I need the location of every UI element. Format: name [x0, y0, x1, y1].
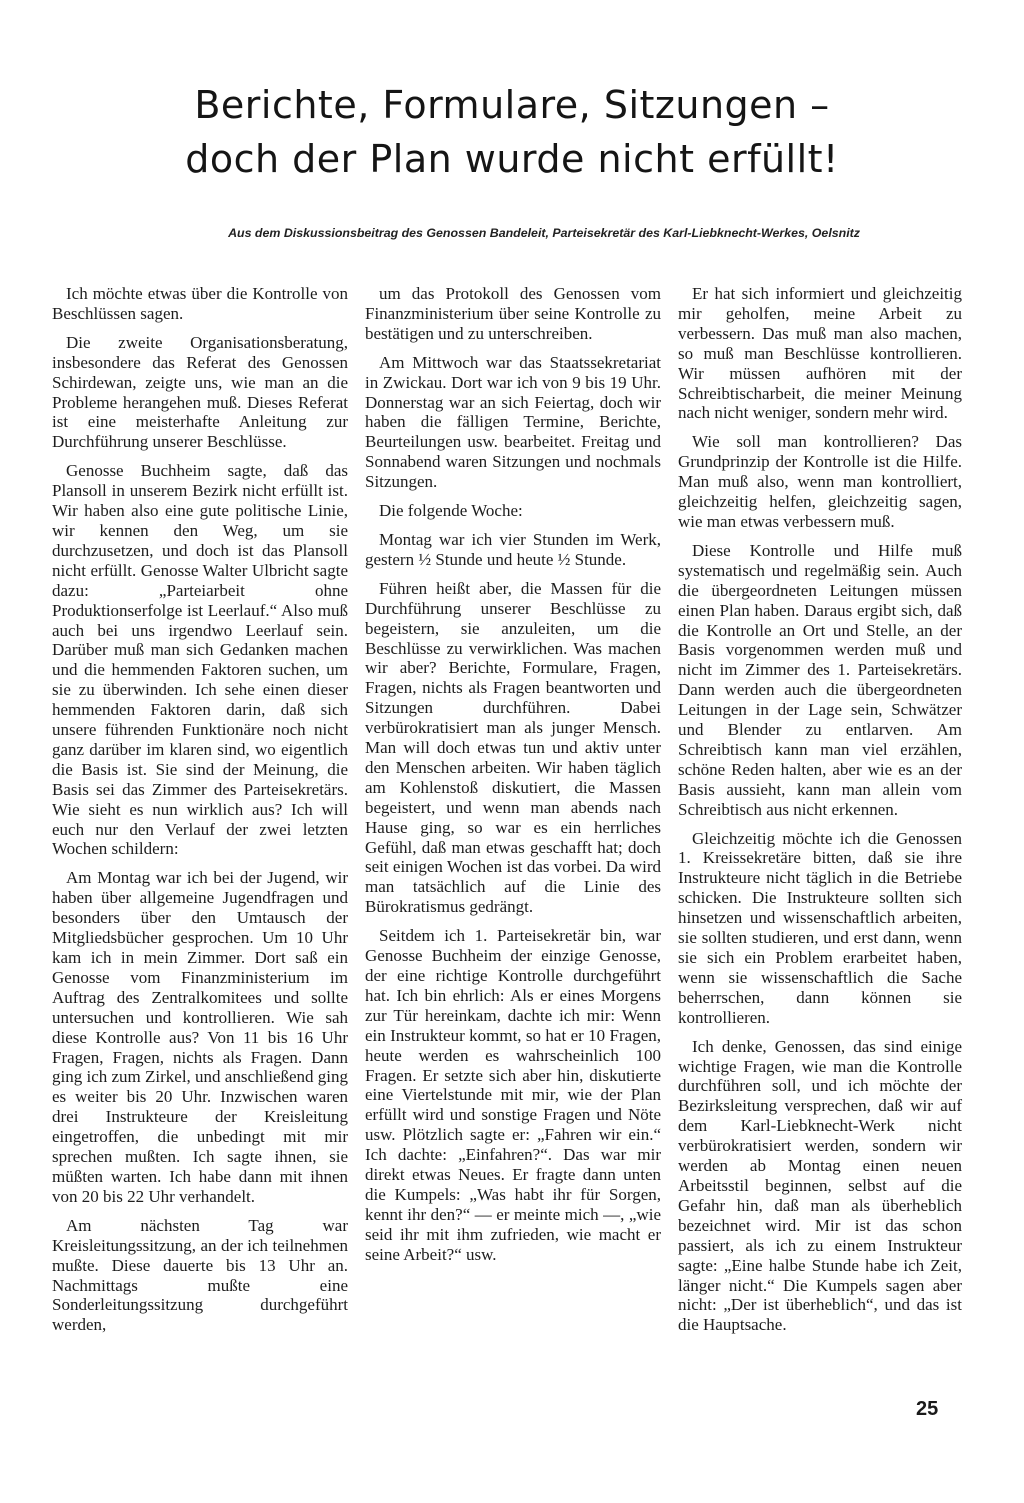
paragraph: Diese Kontrolle und Hilfe muß systematisch und regelmäßig sein. Auch die übergeordneten Leitungen müssen einen Plan haben. Daraus ergibt sich, daß die Kontrolle an Ort und Stelle, an der Basis vorgenommen werden muß und nicht im Zimmer des 1. Parteisekretärs. Dann werden auch die übergeordneten Leitungen in der Lage sein, Schwätzer und Blender zu entlarven. Am Schreibtisch kann man viel erzählen, schöne Reden halten, aber wie es an der Basis aussieht, kann man allein vom Schreibtisch aus nicht erkennen.	[678, 540, 962, 819]
paragraph: Die folgende Woche:	[379, 501, 523, 521]
paragraph: Seitdem ich 1. Parteisekretär bin, war Genosse Buchheim der einzige Genosse, der eine richtige Kontrolle durchgeführt hat. Ich bin ehrlich: Als er eines Morgens zur Tür hereinkam, dachte ich mir: Wenn ein Instrukteur kommt, so hat er 10 Fragen, heute werden es wahrscheinlich 100 Fragen. Er setzte sich aber hin, diskutierte eine Viertelstunde mit mir, wie der Plan erfüllt wird und sonstige Fragen und Nöte usw. Plötzlich sagte er: „Fahren wir ein.“ Ich dachte: „Einfahren?“. Das war mir direkt etwas Neues. Er fragte dann unten die Kumpels: „Was habt ihr für Sorgen, kennt ihr den?“ — er meinte mich —, „wie seid ihr mit ihm zufrieden, wie macht er seine Arbeit?“ usw.	[365, 926, 661, 1264]
paragraph: Ich denke, Genossen, das sind einige wichtige Fragen, wie man die Kontrolle durchführen soll, und ich möchte der Bezirksleitung versprechen, daß wir auf dem Karl-Liebknecht-Werk nicht verbürokratisiert werden, sondern wir werden ab Montag einen neuen Arbeitsstil beginnen, selbst auf die Gefahr hin, daß man als überheblich bezeichnet wird. Mir ist das schon passiert, als ich zu einem Instrukteur sagte: „Eine halbe Stunde habe ich Zeit, länger nicht.“ Die Kumpels sagen aber nicht: „Der ist überheblich“, und das ist die Hauptsache.	[678, 1036, 962, 1335]
article-headline	[60, 78, 964, 186]
text-column-1	[52, 284, 348, 1344]
paragraph: Genosse Buchheim sagte, daß das Plansoll in unserem Bezirk nicht erfüllt ist. Wir haben also eine gute politische Linie, wir kennen den Weg, um sie durchzusetzen, und doch ist das Plansoll nicht erfüllt. Genosse Walter Ulbricht sagte dazu: „Parteiarbeit ohne Produktionserfolge ist Leerlauf.“ Also muß auch bei uns irgendwo Leerlauf sein. Darüber muß man sich Gedanken machen und die hemmenden Faktoren suchen, um sie zu überwinden. Ich sehe einen dieser hemmenden Faktoren darin, daß sich unsere führenden Funktionäre noch nicht ganz darüber im klaren sind, wo eigentlich die Basis ist. Sie sind der Meinung, die Basis sei das Zimmer des Parteisekretärs. Wie sieht es nun wirklich aus? Ich will euch nur den Verlauf der zwei letzten Wochen schildern:	[52, 461, 348, 859]
article-subtitle: Aus dem Diskussionsbeitrag des Genossen Bandeleit, Parteisekretär des Karl-Liebknecht-Werkes, Oelsnitz	[228, 226, 860, 240]
text-column-2	[365, 284, 661, 1274]
headline-line-2: doch der Plan wurde nicht erfüllt!	[185, 137, 839, 181]
text-column-3	[678, 284, 962, 1344]
paragraph: Ich möchte etwas über die Kontrolle von Beschlüssen sagen.	[52, 284, 348, 323]
paragraph: Am Mittwoch war das Staatssekretariat in Zwickau. Dort war ich von 9 bis 19 Uhr. Donnerstag war an sich Feiertag, doch wir haben die fälligen Termine, Berichte, Beurteilungen usw. bearbeitet. Freitag und Sonnabend waren Sitzungen und nochmals Sitzungen.	[365, 352, 661, 492]
paragraph: Gleichzeitig möchte ich die Genossen 1. Kreissekretäre bitten, daß sie ihre Instrukteure nicht täglich in die Betriebe schicken. Die Instrukteure sollten sich hinsetzen und wissenschaftlich arbeiten, sie sollten studieren, und erst dann, wenn sie sich ein Problem erarbeitet haben, wenn sie wissenschaftlich die Sache beherrschen, dann können sie kontrollieren.	[678, 828, 962, 1027]
headline-line-1: Berichte, Formulare, Sitzungen –	[194, 83, 830, 127]
paragraph: Am nächsten Tag war Kreisleitungssitzung, an der ich teilnehmen mußte. Diese dauerte bis 13 Uhr an. Nachmittags mußte eine Sonderleitungssitzung durchgeführt werden,	[52, 1215, 348, 1335]
paragraph: Führen heißt aber, die Massen für die Durchführung unserer Beschlüsse zu begeistern, sie anzuleiten, um die Beschlüsse zu verwirklichen. Was machen wir aber? Berichte, Formulare, Fragen, Fragen, nichts als Fragen beantworten und Sitzungen durchführen. Dabei verbürokratisiert man als junger Mensch. Man will doch etwas tun und aktiv unter den Menschen arbeiten. Wir haben täglich am Kohlenstoß diskutiert, die Massen begeistert, und wenn man abends nach Hause ging, so war es ein herrliches Gefühl, daß man etwas geschafft hat; doch seit einigen Wochen ist das vorbei. Da wird man tatsächlich auf die Linie des Bürokratismus gedrängt.	[365, 578, 661, 917]
page-number: 25	[916, 1398, 939, 1420]
paragraph: Wie soll man kontrollieren? Das Grundprinzip der Kontrolle ist die Hilfe. Man muß also, wenn man kontrolliert, gleichzeitig helfen, gleichzeitig sagen, wie man etwas verbessern muß.	[678, 432, 962, 531]
paragraph: Am Montag war ich bei der Jugend, wir haben über allgemeine Jugendfragen und besonders über den Umtausch der Mitgliedsbücher gesprochen. Um 10 Uhr kam ich in mein Zimmer. Dort saß ein Genosse vom Finanzministerium im Auftrag des Zentralkomitees und sollte untersuchen und kontrollieren. Wie sah diese Kontrolle aus? Von 11 bis 16 Uhr Fragen, Fragen, nichts als Fragen. Dann ging ich zum Zirkel, und anschließend ging es weiter bis 20 Uhr. Inzwischen waren drei Instrukteure der Kreisleitung eingetroffen, die unbedingt mit mir sprechen mußten. Ich sagte ihnen, sie müßten warten. Ich habe dann mit ihnen von 20 bis 22 Uhr verhandelt.	[52, 868, 349, 1206]
paragraph: um das Protokoll des Genossen vom Finanzministerium über seine Kontrolle zu bestätigen und zu unterschreiben.	[365, 284, 661, 343]
paragraph: Montag war ich vier Stunden im Werk, gestern ½ Stunde und heute ½ Stunde.	[365, 529, 661, 569]
paragraph: Die zweite Organisationsberatung, insbesondere das Referat des Genossen Schirdewan, zeigte uns, wie man an die Probleme herangehen muß. Dieses Referat ist eine meisterhafte Anleitung zur Durchführung unserer Beschlüsse.	[52, 332, 348, 452]
paragraph: Er hat sich informiert und gleichzeitig mir geholfen, meine Arbeit zu verbessern. Das muß man also machen, so muß man Beschlüsse kontrollieren. Wir müssen aufhören mit der Schreibtischarbeit, die meiner Meinung nach nicht weniger, sondern mehr wird.	[678, 284, 962, 423]
